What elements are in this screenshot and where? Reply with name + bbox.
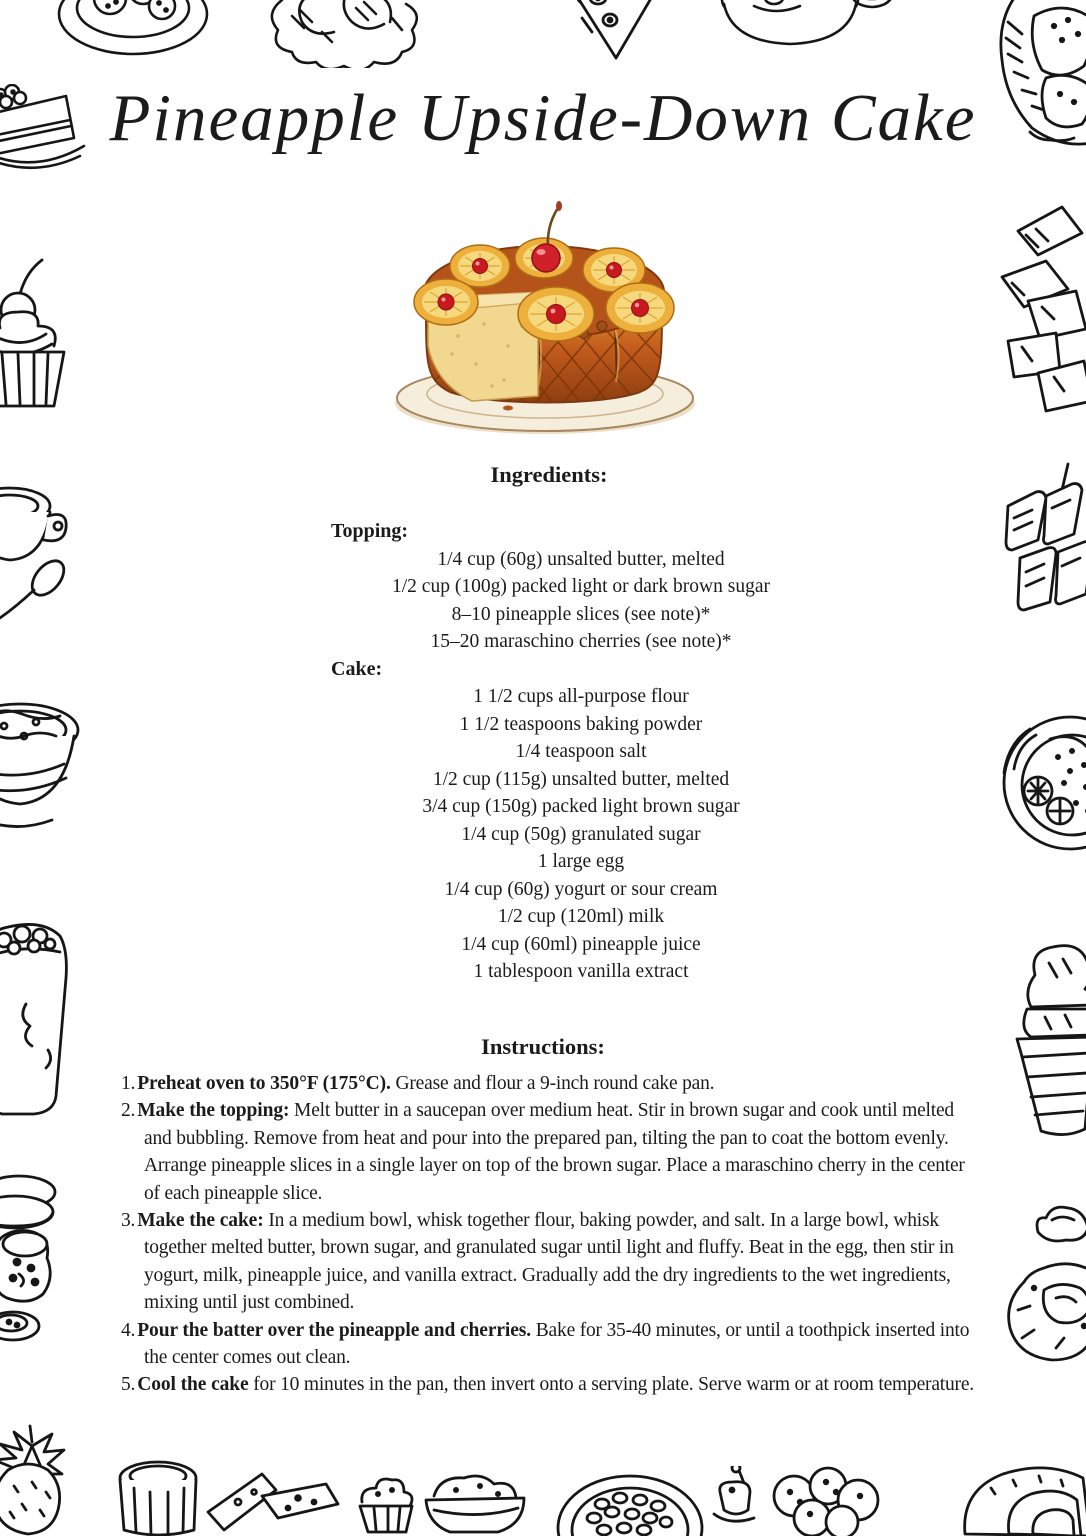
cupcake-icon [0, 254, 72, 426]
page-title: Pineapple Upside-Down Cake [109, 81, 977, 155]
step-lead: Make the topping: [137, 1100, 290, 1122]
pizza-slice-icon [548, 0, 676, 62]
instruction-step [121, 1317, 985, 1372]
noodle-bowl-icon [714, 0, 900, 52]
ingredient-item: 8–10 pineapple slices (see note)* [451, 603, 711, 625]
instructions-list [121, 1070, 985, 1399]
cupcakes-dough-bowl-icon [348, 1468, 534, 1536]
ingredient-item: 1/4 cup (60g) unsalted butter, melted [437, 548, 725, 570]
fruit-plate-icon [1000, 695, 1086, 875]
step-number: 3. [121, 1210, 136, 1232]
ingredient-item: 1 1/2 teaspoons baking powder [459, 713, 703, 735]
instruction-step [121, 1070, 985, 1097]
step-text: Melt butter in a saucepan over medium heat. Stir in brown sugar and cook until melted and bubbling. Remove from heat and pour into the prepared pan, tilting the pan to coat the bottom evenly. Arrange pineapple slices in a single layer on top of the brown sugar. Place a maraschino cherry in the center of each pineapple slice. [144, 1100, 965, 1204]
bean-bowl-icon [552, 1472, 708, 1536]
burrito-icon [0, 900, 76, 1126]
step-number: 5. [121, 1374, 136, 1396]
nacho-chips-icon [998, 205, 1086, 425]
ingredient-item: 1/4 cup (50g) granulated sugar [461, 823, 701, 845]
ingredient-item: 1 large egg [537, 851, 625, 872]
instruction-step [121, 1207, 985, 1317]
cake-label: Cake: [331, 657, 383, 680]
step-text: Grease and flour a 9-inch round cake pan. [390, 1073, 715, 1094]
ingredient-item: 1/4 teaspoon salt [515, 741, 647, 762]
ingredient-item: 3/4 cup (150g) packed light brown sugar [422, 796, 740, 817]
step-text: Bake for 35-40 minutes, or until a toothpick inserted into the center comes out clean. [144, 1319, 970, 1369]
instruction-step [121, 1097, 985, 1207]
ingredient-item: 1/2 cup (100g) packed light or dark brown sugar [392, 576, 770, 597]
churro-sticks-icon [1002, 462, 1086, 648]
strawberry-icon [0, 1424, 68, 1536]
ingredient-item: 1/2 cup (115g) unsalted butter, melted [432, 768, 730, 790]
step-lead: Pour the batter over the pineapple and cherries. [137, 1319, 532, 1341]
ramen-bowl-icon [0, 682, 82, 852]
step-number: 4. [121, 1319, 136, 1341]
pastry-bites-icon [712, 1466, 894, 1536]
topping-label: Topping: [331, 520, 409, 542]
instructions-heading: Instructions: [481, 1034, 605, 1059]
cake-hero-image [388, 196, 698, 436]
ingredient-item: 1/4 cup (60ml) pineapple juice [461, 933, 701, 955]
measuring-cup-cheese-icon [112, 1456, 344, 1536]
ingredients-list [331, 518, 831, 986]
ingredient-item: 15–20 maraschino cherries (see note)* [430, 631, 732, 652]
ingredient-item: 1 tablespoon vanilla extract [473, 961, 689, 982]
bread-roll-icon [955, 1460, 1086, 1536]
teacup-spoon-icon [0, 472, 88, 646]
step-text: In a medium bowl, whisk together flour, baking powder, and salt. In a large bowl, whisk together melted butter, brown sugar, and granulated sugar until light and fluffy. Beat in the egg, then stir in yogurt, milk, pineapple juice, and vanilla extract. Gradually add the dry ingredients to the wet ingredients, mixing until just combined. [144, 1210, 954, 1314]
instruction-step [121, 1371, 985, 1398]
ingredients-heading: Ingredients: [490, 462, 608, 487]
step-lead: Cool the cake [137, 1374, 249, 1396]
donut-pastry-icon [1000, 1198, 1086, 1398]
step-text: for 10 minutes in the pan, then invert onto a serving plate. Serve warm or at room temperature. [248, 1374, 974, 1396]
step-lead: Make the cake: [137, 1210, 264, 1232]
ingredient-item: 1/2 cup (120ml) milk [497, 906, 665, 927]
step-number: 1. [121, 1073, 136, 1094]
ingredient-item: 1/4 cup (60g) yogurt or sour cream [444, 878, 718, 900]
step-lead: Preheat oven to 350°F (175°C). [137, 1073, 391, 1094]
salad-icon [252, 0, 447, 68]
cookie-plate-icon [50, 0, 210, 66]
ingredient-item: 1 1/2 cups all-purpose flour [473, 686, 689, 707]
cookies-jar-icon [0, 1170, 87, 1360]
step-number: 2. [121, 1100, 136, 1122]
